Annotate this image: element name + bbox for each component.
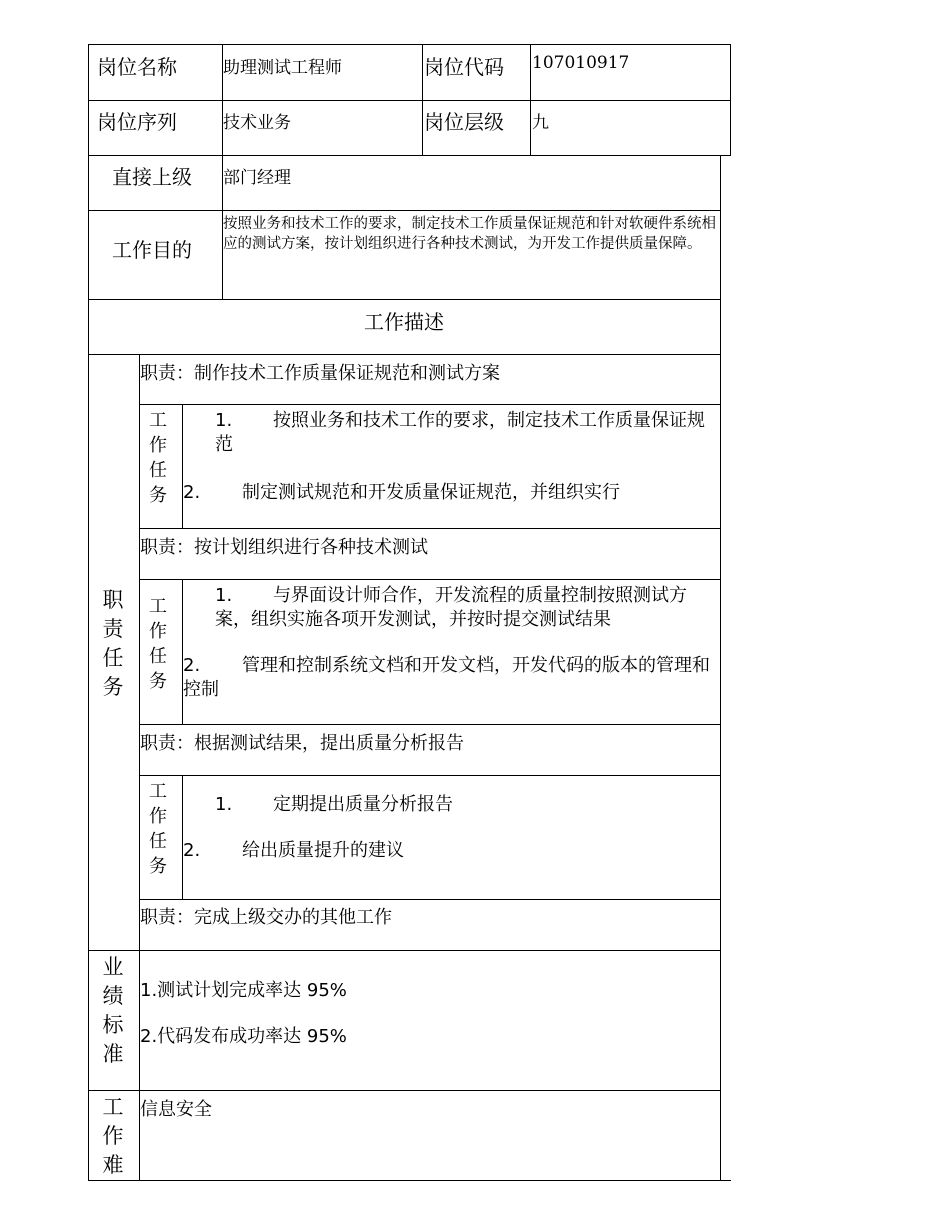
rule <box>139 579 720 580</box>
rule <box>88 100 731 101</box>
rule <box>730 44 731 156</box>
task-number: 1. <box>215 794 233 815</box>
section-title: 工作描述 <box>364 310 444 334</box>
rule <box>182 775 183 900</box>
rule <box>139 775 720 776</box>
rule <box>88 44 89 1181</box>
performance-item: 1.测试计划完成率达 95% <box>140 980 347 1001</box>
task-text: 与界面设计师合作，开发流程的质量控制按照测试方案，组织实施各项开发测试，并按时提交测试结果 <box>215 585 687 630</box>
rule <box>88 210 720 211</box>
job-title-label: 岗位名称 <box>97 55 177 79</box>
rule <box>182 579 183 725</box>
duties-label: 职责任务 <box>102 588 124 699</box>
duty-title: 职责：按计划组织进行各种技术测试 <box>140 537 428 558</box>
task-text: 制定测试规范和开发质量保证规范，并组织实行 <box>242 482 620 503</box>
job-purpose-label: 工作目的 <box>112 238 192 262</box>
rule <box>422 44 423 156</box>
rule <box>88 1180 731 1181</box>
rule <box>139 354 140 1181</box>
task-number: 1. <box>215 585 233 606</box>
job-code-value: 107010917 <box>532 53 630 73</box>
rule <box>88 950 720 951</box>
rule <box>530 44 531 156</box>
task-number: 2. <box>183 840 201 861</box>
job-sequence-value: 技术业务 <box>223 113 291 133</box>
difficulty-label: 工作难 <box>102 1095 124 1177</box>
job-level-value: 九 <box>532 113 549 133</box>
task-text: 按照业务和技术工作的要求，制定技术工作质量保证规范 <box>215 410 705 455</box>
duty-title: 职责：完成上级交办的其他工作 <box>140 907 392 928</box>
rule <box>139 404 720 405</box>
performance-item: 2.代码发布成功率达 95% <box>140 1026 347 1047</box>
job-purpose-value: 按照业务和技术工作的要求，制定技术工作质量保证规范和针对软硬件系统相应的测试方案，按计划组织进行各种技术测试，为开发工作提供质量保障。 <box>223 216 716 252</box>
rule <box>720 155 721 1181</box>
task-item <box>183 481 713 505</box>
job-level-label: 岗位层级 <box>424 110 504 134</box>
rule <box>139 528 720 529</box>
task-text: 管理和控制系统文档和开发文档，开发代码的版本的管理和控制 <box>183 655 710 700</box>
task-label: 工作任务 <box>149 781 167 877</box>
rule <box>88 1090 720 1091</box>
duty-title: 职责：制作技术工作质量保证规范和测试方案 <box>140 363 500 384</box>
job-sequence-label: 岗位序列 <box>97 110 177 134</box>
task-text: 给出质量提升的建议 <box>242 840 404 861</box>
task-number: 1. <box>215 410 233 431</box>
task-item <box>215 584 711 632</box>
rule <box>88 44 731 45</box>
supervisor-label: 直接上级 <box>112 165 192 189</box>
difficulty-value: 信息安全 <box>140 1099 212 1120</box>
task-item <box>183 839 713 863</box>
rule <box>182 404 183 529</box>
task-item <box>215 793 711 817</box>
rule <box>88 155 731 156</box>
task-number: 2. <box>183 655 201 676</box>
task-item <box>183 654 713 702</box>
task-item <box>215 409 711 457</box>
rule <box>139 724 720 725</box>
rule <box>139 899 720 900</box>
job-code-label: 岗位代码 <box>424 55 504 79</box>
task-label: 工作任务 <box>149 596 167 692</box>
task-text: 定期提出质量分析报告 <box>273 794 453 815</box>
task-number: 2. <box>183 482 201 503</box>
performance-label: 业绩标准 <box>102 955 124 1066</box>
supervisor-value: 部门经理 <box>223 168 291 188</box>
rule <box>88 354 720 355</box>
rule <box>88 299 720 300</box>
duty-title: 职责：根据测试结果，提出质量分析报告 <box>140 733 464 754</box>
task-label: 工作任务 <box>149 410 167 506</box>
job-title-value: 助理测试工程师 <box>223 58 342 78</box>
